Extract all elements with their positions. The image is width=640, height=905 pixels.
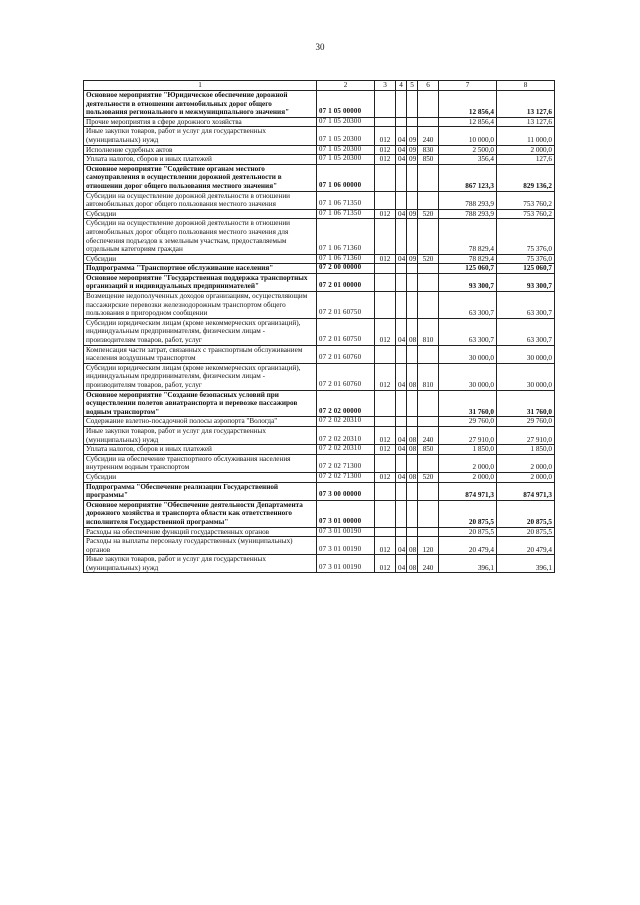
row-amount-year1-cell: 12 856,4	[439, 91, 497, 118]
row-section-cell: 04	[396, 555, 407, 573]
table-row	[84, 117, 555, 127]
table-row	[84, 454, 555, 472]
row-amount-year2-cell: 13 127,6	[497, 117, 555, 127]
row-amount-year2-cell: 75 376,0	[497, 254, 555, 264]
row-expense-type-cell	[418, 164, 439, 191]
row-ministry-cell	[375, 527, 396, 537]
row-subsection-cell	[407, 345, 418, 363]
table-row	[84, 527, 555, 537]
row-code-cell: 07 1 06 00000	[317, 164, 375, 191]
row-expense-type-cell	[418, 345, 439, 363]
row-section-cell	[396, 117, 407, 127]
row-code-cell: 07 2 02 20310	[317, 426, 375, 444]
table-row	[84, 145, 555, 155]
row-name-cell: Иные закупки товаров, работ и услуг для государственных (муниципальных) нужд	[84, 127, 317, 145]
header-cell: 1	[84, 81, 317, 91]
row-name-cell: Основное мероприятие "Создание безопасных условий при осуществлении полетов авиатранспорта и перевозке пассажиров водным транспортом"	[84, 390, 317, 417]
row-amount-year1-cell: 1 850,0	[439, 445, 497, 455]
table-row	[84, 219, 555, 254]
row-name-cell: Возмещение недополученных доходов организациям, осуществляющим пассажирские перевозки железнодорожным транспортом общего пользования в пригородном сообщении	[84, 292, 317, 319]
table-row	[84, 500, 555, 527]
row-amount-year1-cell: 396,1	[439, 555, 497, 573]
row-expense-type-cell: 240	[418, 127, 439, 145]
row-subsection-cell: 09	[407, 209, 418, 219]
row-name-cell: Субсидии на осуществление дорожной деятельности в отношении автомобильных дорог общего пользования местного значения	[84, 191, 317, 209]
row-amount-year2-cell: 93 300,7	[497, 273, 555, 291]
row-amount-year2-cell: 75 376,0	[497, 219, 555, 254]
row-section-cell: 04	[396, 145, 407, 155]
row-amount-year1-cell: 63 300,7	[439, 292, 497, 319]
row-amount-year2-cell: 27 910,0	[497, 426, 555, 444]
header-cell: 4	[396, 81, 407, 91]
row-ministry-cell: 012	[375, 472, 396, 482]
header-cell: 5	[407, 81, 418, 91]
row-amount-year1-cell: 356,4	[439, 155, 497, 165]
row-code-cell: 07 2 00 00000	[317, 264, 375, 274]
row-ministry-cell	[375, 91, 396, 118]
row-amount-year1-cell: 125 060,7	[439, 264, 497, 274]
row-code-cell: 07 1 05 20300	[317, 145, 375, 155]
header-cell: 3	[375, 81, 396, 91]
row-amount-year1-cell: 2 500,0	[439, 145, 497, 155]
row-ministry-cell: 012	[375, 209, 396, 219]
row-amount-year2-cell: 11 000,0	[497, 127, 555, 145]
row-expense-type-cell: 520	[418, 472, 439, 482]
row-name-cell: Субсидии на обеспечение транспортного обслуживания населения внутренним водным транспортом	[84, 454, 317, 472]
row-amount-year2-cell: 2 000,0	[497, 454, 555, 472]
row-amount-year2-cell: 127,6	[497, 155, 555, 165]
table-row	[84, 91, 555, 118]
row-ministry-cell: 012	[375, 363, 396, 390]
row-section-cell: 04	[396, 472, 407, 482]
row-subsection-cell	[407, 500, 418, 527]
row-amount-year2-cell: 31 760,0	[497, 390, 555, 417]
row-section-cell	[396, 482, 407, 500]
row-section-cell: 04	[396, 155, 407, 165]
row-code-cell: 07 2 01 60750	[317, 292, 375, 319]
row-ministry-cell	[375, 273, 396, 291]
budget-table	[83, 80, 555, 573]
row-amount-year2-cell: 13 127,6	[497, 91, 555, 118]
table-row	[84, 273, 555, 291]
table-row	[84, 537, 555, 555]
page-number: 30	[315, 42, 325, 52]
row-amount-year1-cell: 12 856,4	[439, 117, 497, 127]
row-expense-type-cell	[418, 500, 439, 527]
row-section-cell: 04	[396, 254, 407, 264]
row-amount-year2-cell: 30 000,0	[497, 345, 555, 363]
row-ministry-cell	[375, 292, 396, 319]
row-amount-year2-cell: 1 850,0	[497, 445, 555, 455]
row-section-cell: 04	[396, 127, 407, 145]
row-amount-year1-cell: 788 293,9	[439, 209, 497, 219]
row-expense-type-cell	[418, 273, 439, 291]
row-ministry-cell: 012	[375, 127, 396, 145]
row-ministry-cell	[375, 454, 396, 472]
row-amount-year1-cell: 2 000,0	[439, 454, 497, 472]
row-name-cell: Иные закупки товаров, работ и услуг для государственных (муниципальных) нужд	[84, 555, 317, 573]
row-name-cell: Иные закупки товаров, работ и услуг для государственных (муниципальных) нужд	[84, 426, 317, 444]
row-name-cell: Субсидии	[84, 209, 317, 219]
row-subsection-cell: 09	[407, 254, 418, 264]
row-amount-year1-cell: 29 760,0	[439, 417, 497, 427]
row-section-cell: 04	[396, 426, 407, 444]
row-ministry-cell: 012	[375, 426, 396, 444]
row-code-cell: 07 2 02 20310	[317, 417, 375, 427]
row-subsection-cell	[407, 454, 418, 472]
row-subsection-cell	[407, 527, 418, 537]
row-section-cell	[396, 273, 407, 291]
row-name-cell: Субсидии юридическим лицам (кроме некоммерческих организаций), индивидуальным предпринимателям, физическим лицам - производителям товаров, работ, услуг	[84, 318, 317, 345]
row-name-cell: Уплата налогов, сборов и иных платежей	[84, 155, 317, 165]
row-subsection-cell	[407, 91, 418, 118]
row-amount-year1-cell: 2 000,0	[439, 472, 497, 482]
table-row	[84, 482, 555, 500]
row-expense-type-cell: 120	[418, 537, 439, 555]
table-row	[84, 555, 555, 573]
row-ministry-cell	[375, 219, 396, 254]
table-row	[84, 472, 555, 482]
row-section-cell	[396, 454, 407, 472]
row-name-cell: Уплата налогов, сборов и иных платежей	[84, 445, 317, 455]
row-code-cell: 07 3 01 00000	[317, 500, 375, 527]
row-amount-year1-cell: 788 293,9	[439, 191, 497, 209]
row-code-cell: 07 2 02 00000	[317, 390, 375, 417]
table-row	[84, 390, 555, 417]
row-section-cell: 04	[396, 209, 407, 219]
row-amount-year1-cell: 30 000,0	[439, 345, 497, 363]
row-ministry-cell	[375, 500, 396, 527]
row-expense-type-cell: 810	[418, 363, 439, 390]
row-subsection-cell: 08	[407, 426, 418, 444]
row-amount-year1-cell: 874 971,3	[439, 482, 497, 500]
row-expense-type-cell	[418, 117, 439, 127]
row-amount-year2-cell: 753 760,2	[497, 191, 555, 209]
table-row	[84, 209, 555, 219]
row-subsection-cell: 08	[407, 555, 418, 573]
table-row	[84, 445, 555, 455]
row-amount-year2-cell: 396,1	[497, 555, 555, 573]
row-name-cell: Подпрограмма "Транспортное обслуживание населения"	[84, 264, 317, 274]
row-expense-type-cell	[418, 454, 439, 472]
row-subsection-cell: 08	[407, 472, 418, 482]
row-amount-year2-cell: 2 000,0	[497, 145, 555, 155]
row-expense-type-cell	[418, 527, 439, 537]
row-amount-year1-cell: 20 875,5	[439, 500, 497, 527]
row-expense-type-cell	[418, 390, 439, 417]
row-name-cell: Основное мероприятие "Государственная поддержка транспортных организаций и индивидуальных предпринимателей"	[84, 273, 317, 291]
row-section-cell	[396, 390, 407, 417]
row-expense-type-cell: 520	[418, 254, 439, 264]
row-section-cell	[396, 264, 407, 274]
row-section-cell	[396, 164, 407, 191]
row-section-cell	[396, 219, 407, 254]
table-row	[84, 318, 555, 345]
row-ministry-cell	[375, 345, 396, 363]
row-amount-year1-cell: 27 910,0	[439, 426, 497, 444]
row-code-cell: 07 1 05 20300	[317, 127, 375, 145]
row-subsection-cell: 08	[407, 537, 418, 555]
row-amount-year1-cell: 63 300,7	[439, 318, 497, 345]
row-subsection-cell	[407, 117, 418, 127]
row-ministry-cell	[375, 482, 396, 500]
row-section-cell: 04	[396, 318, 407, 345]
row-code-cell: 07 2 02 20310	[317, 445, 375, 455]
row-code-cell: 07 2 02 71300	[317, 454, 375, 472]
row-name-cell: Основное мероприятие "Содействие органам местного самоуправления в осуществлении дорожной деятельности в отношении дорог общего пользования местного значения"	[84, 164, 317, 191]
row-code-cell: 07 1 06 71360	[317, 219, 375, 254]
row-name-cell: Расходы на выплаты персоналу государственных (муниципальных) органов	[84, 537, 317, 555]
row-expense-type-cell: 850	[418, 155, 439, 165]
row-amount-year1-cell: 31 760,0	[439, 390, 497, 417]
row-name-cell: Расходы на обеспечение функций государственных органов	[84, 527, 317, 537]
row-subsection-cell	[407, 273, 418, 291]
row-subsection-cell	[407, 292, 418, 319]
row-code-cell: 07 1 05 20300	[317, 155, 375, 165]
row-ministry-cell	[375, 417, 396, 427]
table-row	[84, 264, 555, 274]
row-subsection-cell: 09	[407, 155, 418, 165]
row-name-cell: Основное мероприятие "Юридическое обеспечение дорожной деятельности в отношении автомобильных дорог общего пользования регионального и межмуниципального значения"	[84, 91, 317, 118]
row-ministry-cell: 012	[375, 254, 396, 264]
row-name-cell: Компенсация части затрат, связанных с транспортным обслуживанием населения воздушным транспортом	[84, 345, 317, 363]
row-expense-type-cell	[418, 219, 439, 254]
table-row	[84, 191, 555, 209]
row-amount-year1-cell: 10 000,0	[439, 127, 497, 145]
row-section-cell: 04	[396, 537, 407, 555]
row-code-cell: 07 3 01 00190	[317, 555, 375, 573]
row-ministry-cell: 012	[375, 537, 396, 555]
row-subsection-cell: 09	[407, 145, 418, 155]
row-subsection-cell	[407, 417, 418, 427]
table-row	[84, 363, 555, 390]
row-section-cell: 04	[396, 363, 407, 390]
row-expense-type-cell	[418, 91, 439, 118]
row-code-cell: 07 2 01 60750	[317, 318, 375, 345]
row-code-cell: 07 3 01 00190	[317, 537, 375, 555]
row-code-cell: 07 2 01 60760	[317, 363, 375, 390]
row-ministry-cell: 012	[375, 445, 396, 455]
table-row	[84, 254, 555, 264]
row-subsection-cell: 08	[407, 363, 418, 390]
row-amount-year2-cell: 874 971,3	[497, 482, 555, 500]
row-amount-year2-cell: 753 760,2	[497, 209, 555, 219]
header-cell: 6	[418, 81, 439, 91]
table-row	[84, 417, 555, 427]
table-row	[84, 155, 555, 165]
row-ministry-cell: 012	[375, 155, 396, 165]
row-name-cell: Исполнение судебных актов	[84, 145, 317, 155]
row-ministry-cell	[375, 264, 396, 274]
row-code-cell: 07 3 01 00190	[317, 527, 375, 537]
table-row	[84, 345, 555, 363]
table-row	[84, 127, 555, 145]
row-code-cell: 07 1 06 71360	[317, 254, 375, 264]
row-expense-type-cell	[418, 264, 439, 274]
row-amount-year2-cell: 30 000,0	[497, 363, 555, 390]
row-amount-year2-cell: 829 136,2	[497, 164, 555, 191]
row-expense-type-cell	[418, 292, 439, 319]
row-code-cell: 07 1 06 71350	[317, 209, 375, 219]
row-name-cell: Подпрограмма "Обеспечение реализации Государственной программы"	[84, 482, 317, 500]
header-cell: 8	[497, 81, 555, 91]
row-amount-year2-cell: 20 479,4	[497, 537, 555, 555]
row-subsection-cell	[407, 219, 418, 254]
row-ministry-cell	[375, 390, 396, 417]
row-amount-year2-cell: 63 300,7	[497, 292, 555, 319]
table-row	[84, 164, 555, 191]
table-row	[84, 292, 555, 319]
row-code-cell: 07 1 05 20300	[317, 117, 375, 127]
row-code-cell: 07 2 01 00000	[317, 273, 375, 291]
row-expense-type-cell: 240	[418, 426, 439, 444]
row-amount-year2-cell: 20 875,5	[497, 500, 555, 527]
row-amount-year2-cell: 29 760,0	[497, 417, 555, 427]
row-expense-type-cell: 810	[418, 318, 439, 345]
row-expense-type-cell: 830	[418, 145, 439, 155]
row-name-cell: Содержание взлетно-посадочной полосы аэропорта "Вологда"	[84, 417, 317, 427]
row-ministry-cell: 012	[375, 145, 396, 155]
row-subsection-cell	[407, 164, 418, 191]
row-name-cell: Субсидии на осуществление дорожной деятельности в отношении автомобильных дорог общего пользования местного значения для обеспечения подъездов к земельным участкам, предоставляемым отдельным категориям граждан	[84, 219, 317, 254]
row-code-cell: 07 2 02 71300	[317, 472, 375, 482]
row-subsection-cell	[407, 482, 418, 500]
row-section-cell	[396, 91, 407, 118]
row-name-cell: Основное мероприятие "Обеспечение деятельности Департамента дорожного хозяйства и транспорта области как ответственного исполнителя Государственной программы"	[84, 500, 317, 527]
row-name-cell: Прочие мероприятия в сфере дорожного хозяйства	[84, 117, 317, 127]
row-code-cell: 07 3 00 00000	[317, 482, 375, 500]
row-expense-type-cell	[418, 482, 439, 500]
row-subsection-cell: 08	[407, 445, 418, 455]
row-code-cell: 07 2 01 60760	[317, 345, 375, 363]
row-subsection-cell	[407, 390, 418, 417]
row-ministry-cell: 012	[375, 555, 396, 573]
row-section-cell	[396, 345, 407, 363]
row-section-cell	[396, 417, 407, 427]
row-amount-year1-cell: 867 123,3	[439, 164, 497, 191]
row-section-cell	[396, 500, 407, 527]
row-ministry-cell	[375, 117, 396, 127]
row-ministry-cell: 012	[375, 318, 396, 345]
table-header-row	[84, 81, 555, 91]
row-amount-year1-cell: 78 829,4	[439, 219, 497, 254]
row-section-cell	[396, 527, 407, 537]
row-section-cell: 04	[396, 445, 407, 455]
row-expense-type-cell: 850	[418, 445, 439, 455]
row-code-cell: 07 1 05 00000	[317, 91, 375, 118]
table-body	[84, 91, 555, 573]
row-amount-year1-cell: 30 000,0	[439, 363, 497, 390]
row-name-cell: Субсидии	[84, 254, 317, 264]
row-expense-type-cell	[418, 417, 439, 427]
row-section-cell	[396, 292, 407, 319]
header-cell: 2	[317, 81, 375, 91]
row-amount-year2-cell: 20 875,5	[497, 527, 555, 537]
row-amount-year1-cell: 93 300,7	[439, 273, 497, 291]
table-row	[84, 426, 555, 444]
row-amount-year2-cell: 63 300,7	[497, 318, 555, 345]
row-amount-year1-cell: 20 875,5	[439, 527, 497, 537]
row-expense-type-cell: 520	[418, 209, 439, 219]
row-subsection-cell	[407, 264, 418, 274]
row-amount-year2-cell: 2 000,0	[497, 472, 555, 482]
row-ministry-cell	[375, 164, 396, 191]
header-cell: 7	[439, 81, 497, 91]
row-expense-type-cell	[418, 191, 439, 209]
row-name-cell: Субсидии	[84, 472, 317, 482]
row-section-cell	[396, 191, 407, 209]
row-subsection-cell: 08	[407, 318, 418, 345]
row-amount-year2-cell: 125 060,7	[497, 264, 555, 274]
row-code-cell: 07 1 06 71350	[317, 191, 375, 209]
row-subsection-cell: 09	[407, 127, 418, 145]
row-amount-year1-cell: 20 479,4	[439, 537, 497, 555]
row-ministry-cell	[375, 191, 396, 209]
row-name-cell: Субсидии юридическим лицам (кроме некоммерческих организаций), индивидуальным предпринимателям, физическим лицам - производителям товаров, работ, услуг	[84, 363, 317, 390]
row-amount-year1-cell: 78 829,4	[439, 254, 497, 264]
row-subsection-cell	[407, 191, 418, 209]
row-expense-type-cell: 240	[418, 555, 439, 573]
